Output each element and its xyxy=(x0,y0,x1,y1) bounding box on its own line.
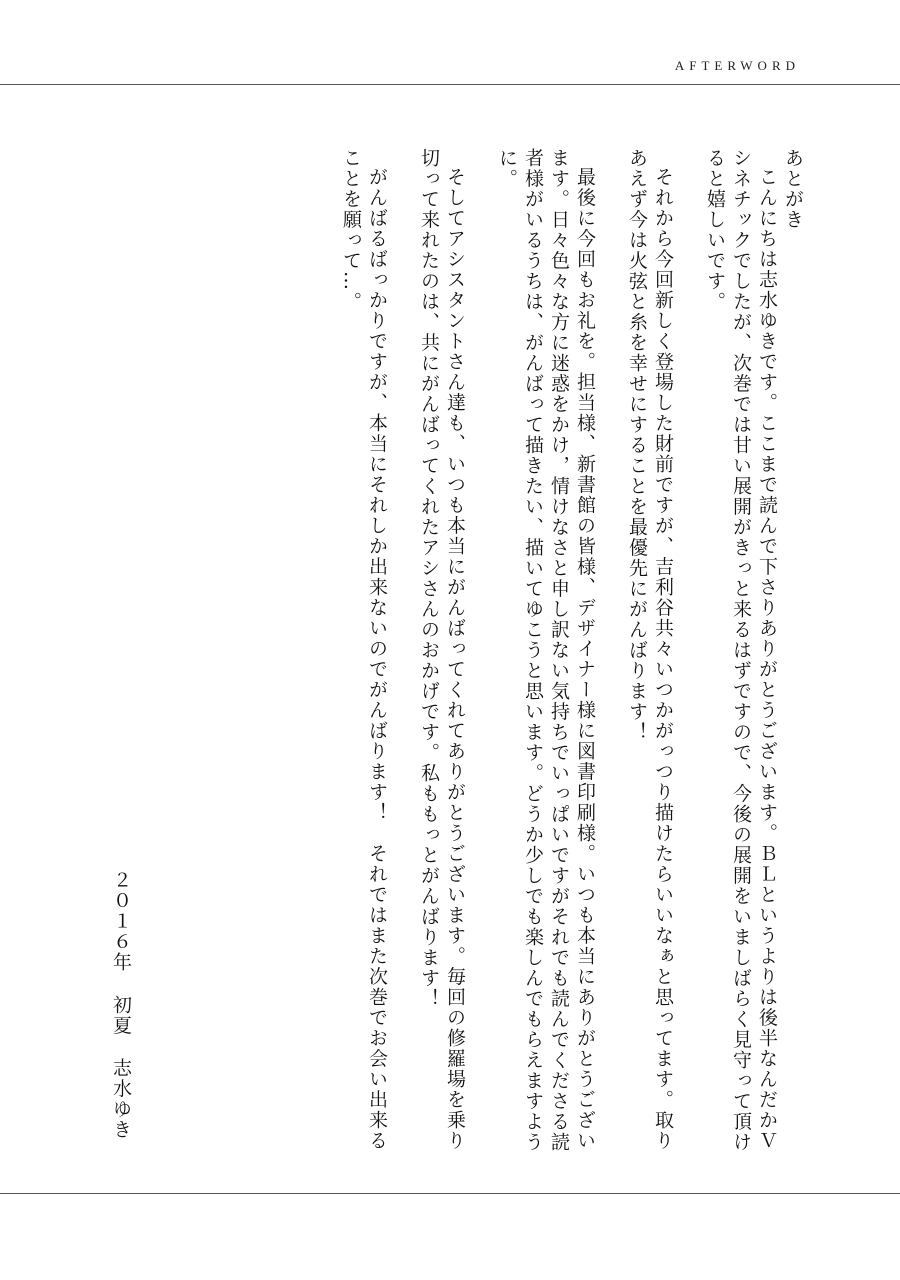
afterword-title: あとがき xyxy=(782,148,804,230)
signature xyxy=(108,870,134,1140)
header-label: AFTERWORD xyxy=(674,58,800,73)
paragraph-gap xyxy=(598,148,624,1158)
paragraph-5: がんばるばっかりですが、本当にそれしか出来ないのでがんばります！ それではまた次巻でお会い出来ることを願って…。 xyxy=(340,148,388,1151)
signature-author: 志水ゆき xyxy=(110,1057,132,1140)
top-divider xyxy=(0,84,900,85)
paragraph-1: こんにちは志水ゆきです。ここまで読んで下さりありがとうございます。ＢＬというよりは後半なんだかＶシネチックでしたが、次巻では甘い展開がきっと来るはずですので、今後の展開をいましばらく見守って頂けると嬉しいです。 xyxy=(704,148,778,1153)
signature-space xyxy=(108,973,134,995)
paragraph-gap xyxy=(468,148,494,1158)
paragraph-gap xyxy=(390,148,416,1158)
bottom-divider xyxy=(0,1193,900,1194)
paragraph-2: それから今回新しく登場した財前ですが、吉利谷共々いつかがっつり描けたらいいなぁと思ってます。取りあえず今は火弦と糸を幸せにすることを最優先にがんばります！ xyxy=(626,148,674,1151)
afterword-text xyxy=(156,148,806,1158)
paragraph-gap xyxy=(676,148,702,1158)
signature-date: ２０１６年 xyxy=(110,870,132,973)
paragraph-4: そしてアシスタントさん達も、いつも本当にがんばってくれてありがとうございます。毎回の修羅場を乗り切って来れたのは、共にがんばってくれたアシさんのおかげです。私ももっとがんばります！ xyxy=(418,148,466,1151)
paragraph-3: 最後に今回もお礼を。担当様、新書館の皆様、デザイナー様に図書印刷様。いつも本当にありがとうございます。日々色々な方に迷惑をかけ，情けなさと申し訳ない気持ちでいっぱいですがそれでも読んでくださる読者様がいるうちは、がんばって描きたい、描いてゆこうと思います。どうか少しでも楽しんでもらえますように。 xyxy=(496,148,596,1153)
signature-space xyxy=(108,1036,134,1058)
signature-season: 初夏 xyxy=(110,994,132,1036)
